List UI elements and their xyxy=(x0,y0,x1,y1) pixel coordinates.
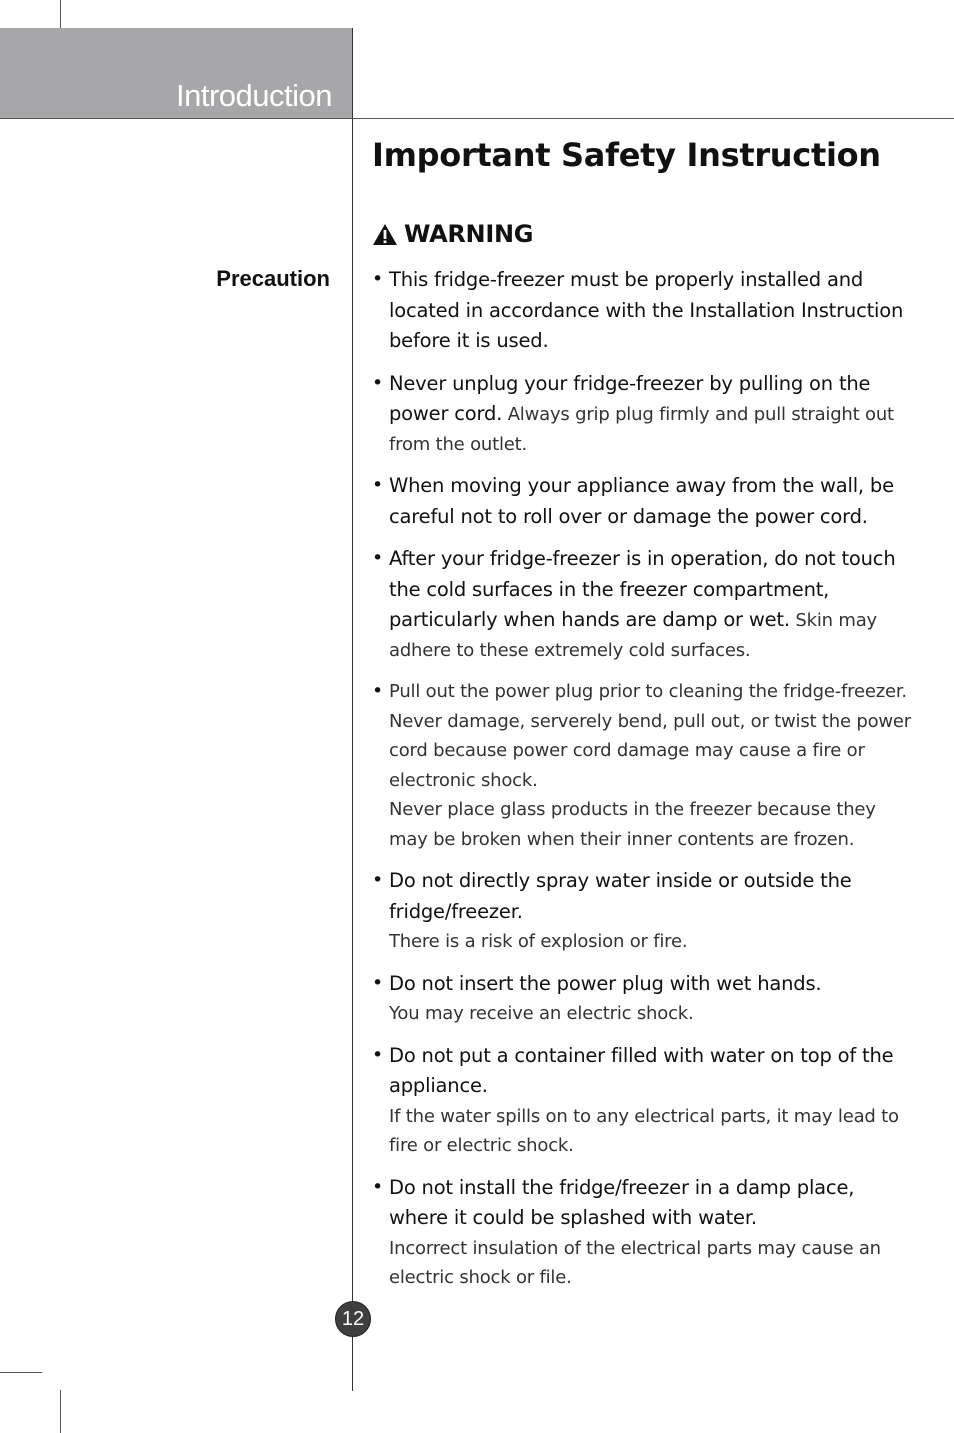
item-emphasis: Never unplug your fridge-freezer by pulling on the power cord. xyxy=(389,371,871,425)
item-emphasis: Do not insert the power plug with wet hands. xyxy=(389,971,822,995)
item-emphasis: Do not install the fridge/freezer in a damp place, where it could be splashed with water. xyxy=(389,1175,855,1229)
item-detail: Incorrect insulation of the electrical parts may cause an electric shock or file. xyxy=(389,1237,881,1288)
item-emphasis: Do not put a container filled with water on top of the appliance. xyxy=(389,1043,894,1097)
item-detail: Never place glass products in the freezer because they may be broken when their inner contents are frozen. xyxy=(389,799,876,850)
list-item xyxy=(372,544,912,665)
crop-mark xyxy=(0,1372,42,1373)
item-detail: If the water spills on to any electrical parts, it may lead to fire or electric shock. xyxy=(389,1105,899,1156)
item-emphasis: After your fridge-freezer is in operation, do not touch the cold surfaces in the freezer compartment, particularly when hands are damp or wet. xyxy=(389,547,896,631)
list-item xyxy=(372,969,912,1029)
bullet: • xyxy=(372,1043,384,1066)
list-item xyxy=(372,1173,912,1293)
bullet: • xyxy=(372,474,384,496)
bullet: • xyxy=(372,547,384,569)
item-emphasis: Do not directly spray water inside or outside the fridge/freezer. xyxy=(389,869,852,923)
item-detail: There is a risk of explosion or fire. xyxy=(389,931,688,952)
list-item xyxy=(372,1041,912,1161)
item-detail: Never damage, serverely bend, pull out, or twist the power cord because power cord damage may cause a fire or electronic shock. xyxy=(389,710,912,791)
item-detail: Pull out the power plug prior to cleaning the fridge-freezer. xyxy=(389,681,907,702)
page-title: Important Safety Instruction xyxy=(372,136,881,174)
warning-heading xyxy=(372,220,533,248)
item-detail: You may receive an electric shock. xyxy=(389,1003,694,1024)
bullet: • xyxy=(372,680,384,702)
item-emphasis: This fridge-freezer must be properly installed and located in accordance with the Installation Instruction before it is used. xyxy=(389,268,904,352)
header-rule xyxy=(0,118,954,119)
list-item xyxy=(372,369,912,460)
bullet: • xyxy=(372,268,384,290)
list-item xyxy=(372,677,912,854)
crop-mark xyxy=(60,1390,61,1433)
side-label: Precaution xyxy=(216,266,330,291)
bullet: • xyxy=(372,371,384,394)
item-detail: Skin may adhere to these extremely cold surfaces. xyxy=(389,610,877,661)
instruction-list xyxy=(372,265,912,1305)
warning-label: WARNING xyxy=(404,220,534,248)
list-item xyxy=(372,471,912,532)
column-divider xyxy=(352,28,353,1391)
crop-mark xyxy=(60,0,61,28)
warning-icon xyxy=(372,223,398,246)
page-number: 12 xyxy=(335,1301,371,1337)
section-title: Introduction xyxy=(176,78,332,113)
item-detail: Always grip plug firmly and pull straight out from the outlet. xyxy=(389,404,894,455)
bullet: • xyxy=(372,971,384,994)
list-item xyxy=(372,866,912,957)
section-header xyxy=(0,28,352,118)
bullet: • xyxy=(372,1175,384,1198)
list-item xyxy=(372,265,912,357)
item-emphasis: When moving your appliance away from the wall, be careful not to roll over or damage the power cord. xyxy=(389,474,894,528)
bullet: • xyxy=(372,869,384,891)
